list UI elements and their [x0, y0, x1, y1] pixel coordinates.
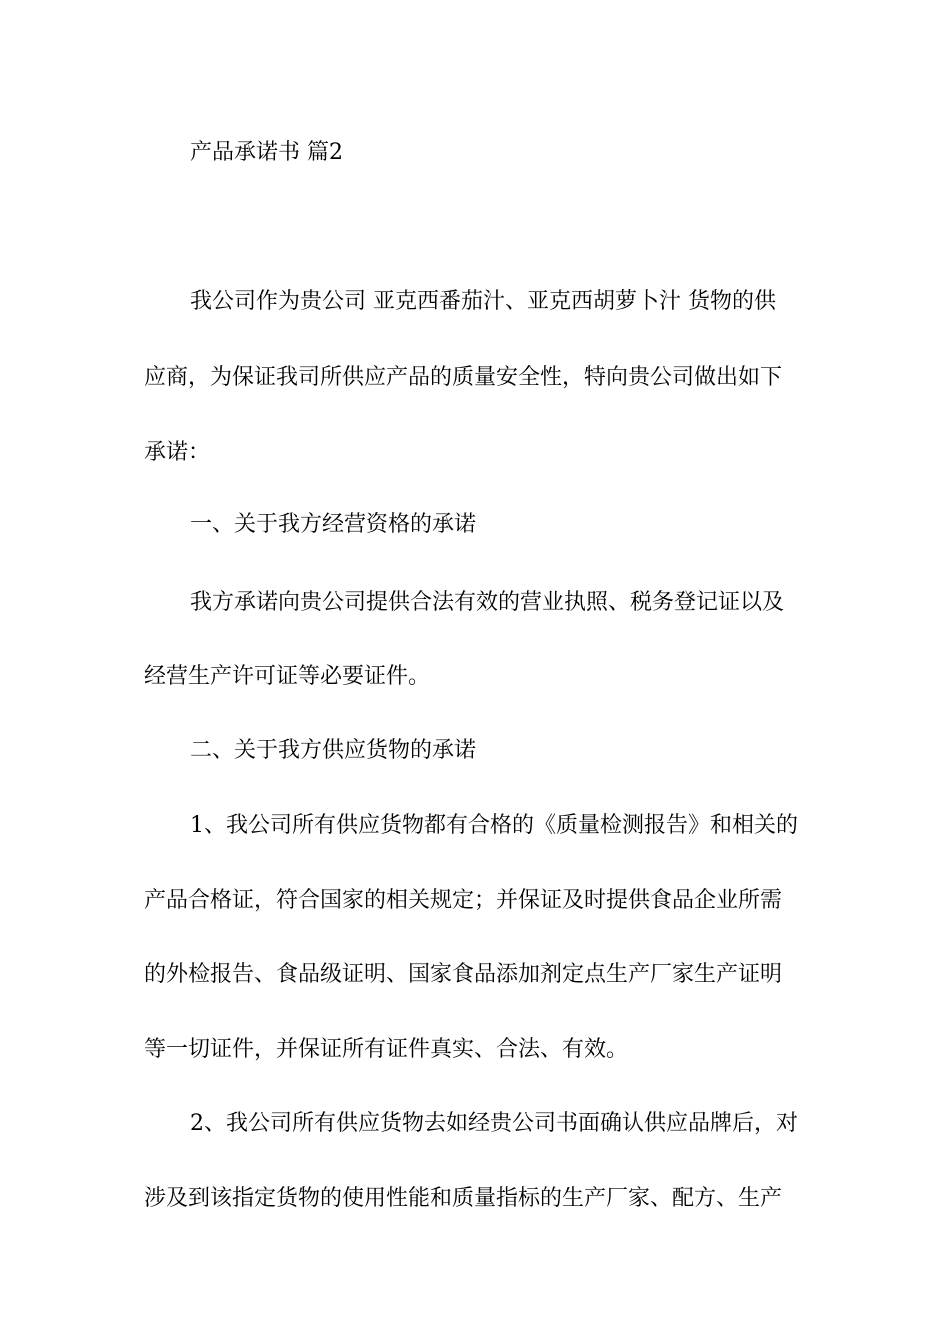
section-heading: 一、关于我方经营资格的承诺	[190, 512, 477, 537]
paragraph-line: 我公司作为贵公司 亚克西番茄汁、亚克西胡萝卜汁 货物的供	[190, 289, 776, 314]
paragraph-line: 产品合格证，符合国家的相关规定；并保证及时提供食品企业所需	[144, 888, 783, 913]
section-heading: 二、关于我方供应货物的承诺	[190, 738, 477, 763]
paragraph-line: 经营生产许可证等必要证件。	[144, 664, 431, 689]
paragraph-line: 的外检报告、食品级证明、国家食品添加剂定点生产厂家生产证明	[144, 962, 783, 987]
paragraph-line: 等一切证件，并保证所有证件真实、合法、有效。	[144, 1037, 629, 1062]
document-title: 产品承诺书 篇2	[190, 140, 343, 165]
paragraph-line: 1、我公司所有供应货物都有合格的《质量检测报告》和相关的	[190, 813, 798, 838]
paragraph-line: 承诺：	[144, 440, 211, 465]
paragraph-line: 应商，为保证我司所供应产品的质量安全性，特向贵公司做出如下	[144, 365, 783, 390]
paragraph-line: 涉及到该指定货物的使用性能和质量指标的生产厂家、配方、生产	[144, 1186, 783, 1211]
paragraph-line: 我方承诺向贵公司提供合法有效的营业执照、税务登记证以及	[190, 590, 785, 615]
paragraph-line: 2、我公司所有供应货物去如经贵公司书面确认供应品牌后，对	[190, 1111, 798, 1136]
